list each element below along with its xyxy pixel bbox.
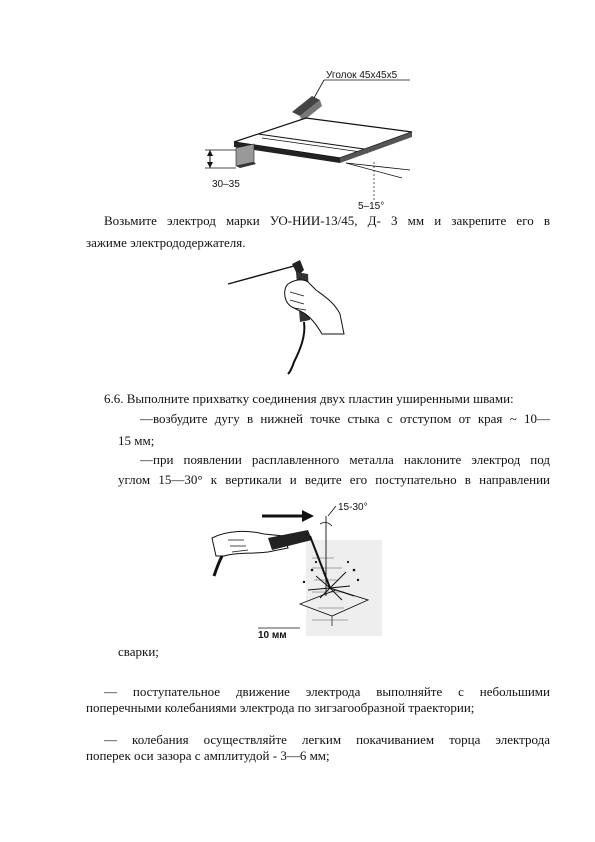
- item2-line2: углом 15—30° к вертикали и ведите его поступательно в направлении: [118, 472, 550, 487]
- item1-line2: 15 мм;: [118, 433, 155, 448]
- figure-plates-setup: [196, 66, 422, 212]
- label-height: 30–35: [212, 179, 240, 190]
- electrode-instruction-line2: зажиме электрододержателя.: [86, 235, 246, 250]
- oscillation-line1: — колебания осуществляйте легким покачиванием торца электрода: [104, 732, 550, 747]
- electrode-instruction-line1: Возьмите электрод марки УО-НИИ-13/45, Д- 3 мм и закрепите его в: [104, 213, 550, 228]
- motion-line2: поперечными колебаниями электрода по зигзагообразной траектории;: [86, 700, 475, 715]
- label-edge-offset: 10 мм: [258, 630, 287, 640]
- label-angle-profile: Уголок 45х45х5: [326, 70, 398, 81]
- figure-welding-angle: [208, 500, 386, 640]
- motion-line1: — поступательное движение электрода выполняйте с небольшими: [104, 684, 550, 699]
- item1-line1: —возбудите дугу в нижней точке стыка с отступом от края ~ 10—: [140, 411, 550, 426]
- section-title: 6.6. Выполните прихватку соединения двух пластин уширенными швами:: [104, 391, 514, 406]
- oscillation-line2: поперек оси зазора с амплитудой - 3—6 мм;: [86, 748, 330, 763]
- item2-line3: сварки;: [118, 644, 159, 659]
- item2-line1: —при появлении расплавленного металла наклоните электрод под: [140, 452, 550, 467]
- label-electrode-angle: 15-30°: [338, 502, 368, 513]
- label-angle-range: 5–15°: [358, 201, 385, 212]
- figure-electrode-holder: [224, 250, 354, 376]
